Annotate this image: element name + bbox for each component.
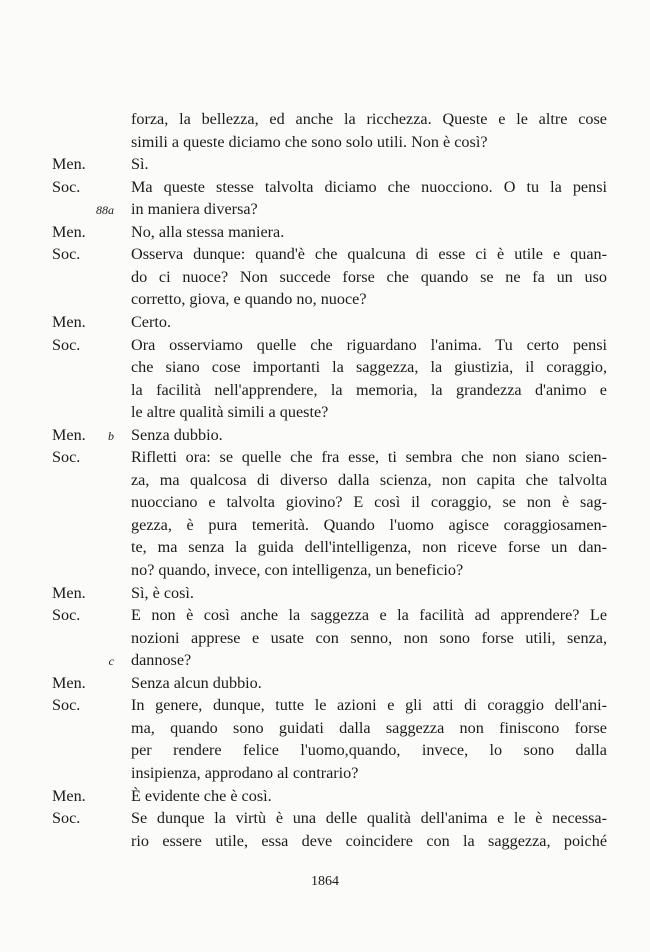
text-line [0,491,650,513]
text-line [0,288,650,310]
text-line [0,176,650,198]
text-line [0,153,650,175]
line-text: ma, quando sono guidati dalla saggezza non finiscono forse [131,718,607,737]
text-line [0,672,650,694]
text-line [0,108,650,130]
text-line [0,807,650,829]
speaker-label: Soc. [52,335,81,354]
line-text: te, ma senza la guida dell'intelligenza, non riceve forse un dan- [131,538,607,557]
line-text: in maniera diversa? [131,200,258,219]
text-line [0,717,650,739]
speaker-label: Soc. [52,809,81,828]
line-text: nozioni apprese e usate con senno, non sono forse utili, senza, [131,628,607,647]
line-text: Ora osserviamo quelle che riguardano l'anima. Tu certo pensi [131,335,607,354]
text-line [0,830,650,852]
text-line [0,469,650,491]
line-text: simili a queste diciamo che sono solo utili. Non è così? [131,132,488,151]
line-text: Certo. [131,312,172,331]
margin-reference: c [108,654,114,669]
line-text: che siano cose importanti la saggezza, la giustizia, il coraggio, [131,358,607,377]
text-line [0,559,650,581]
line-text: per rendere felice l'uomo,quando, invece, lo sono dalla [131,741,607,760]
line-text: Ma queste stesse talvolta diciamo che nuocciono. O tu la pensi [131,177,607,196]
text-line [0,694,650,716]
margin-reference: 88a [96,203,114,218]
line-text: rio essere utile, essa deve coincidere con la saggezza, poiché [131,831,607,850]
line-text: forza, la bellezza, ed anche la ricchezza. Queste e le altre cose [131,110,607,128]
speaker-label: Soc. [52,696,81,715]
line-text: za, ma qualcosa di diverso dalla scienza, non capita che talvolta [131,470,607,489]
speaker-label: Soc. [52,245,81,264]
text-line [0,243,650,265]
speaker-label: Soc. [52,448,81,467]
text-line [0,401,650,423]
speaker-label: Soc. [52,606,81,625]
line-text: Osserva dunque: quand'è che qualcuna di esse ci è utile e quan- [131,245,607,264]
line-text: Sì, è così. [131,583,194,602]
line-text: In genere, dunque, tutte le azioni e gli atti di coraggio dell'ani- [131,696,607,715]
line-text: È evidente che è così. [131,786,272,805]
text-line [0,356,650,378]
text-line [0,785,650,807]
speaker-label: Men. [52,425,86,444]
speaker-label: Soc. [52,177,81,196]
line-text: no? quando, invece, con intelligenza, un beneficio? [131,561,464,579]
text-line [0,536,650,558]
text-line [0,266,650,288]
text-line [0,604,650,626]
text-line [0,221,650,243]
line-text: Sì. [131,155,149,174]
text-line [0,739,650,761]
line-text: E non è così anche la saggezza e la facilità ad apprendere? Le [131,606,607,625]
speaker-label: Men. [52,786,86,805]
line-text: No, alla stessa maniera. [131,222,285,241]
line-text: nuocciano e talvolta giovino? E così il coraggio, se non è sag- [131,493,607,512]
text-line [0,627,650,649]
speaker-label: Men. [52,673,86,692]
text-line [0,198,650,220]
line-text: dannose? [131,651,192,670]
speaker-label: Men. [52,222,86,241]
line-text: corretto, giova, e quando no, nuoce? [131,290,367,309]
speaker-label: Men. [52,583,86,602]
line-text: le altre qualità simili a queste? [131,403,329,422]
text-line [0,311,650,333]
speaker-label: Men. [52,312,86,331]
text-line [0,424,650,446]
text-line [0,514,650,536]
text-line [0,379,650,401]
line-text: Rifletti ora: se quelle che fra esse, ti sembra che non siano scien- [131,448,607,467]
page-number: 1864 [311,874,339,889]
text-line [0,649,650,671]
text-line [0,446,650,468]
text-line [0,334,650,356]
line-text: insipienza, approdano al contrario? [131,763,359,782]
line-text: Se dunque la virtù è una delle qualità dell'anima e le è necessa- [131,809,607,828]
speaker-label: Men. [52,155,86,174]
line-text: Senza dubbio. [131,425,223,444]
margin-reference: b [108,428,114,443]
line-text: la facilità nell'apprendere, la memoria, la grandezza d'animo e [131,380,607,399]
line-text: gezza, è pura temerità. Quando l'uomo agisce coraggiosamen- [131,515,607,534]
line-text: Senza alcun dubbio. [131,673,262,692]
text-line [0,131,650,153]
text-line [0,762,650,784]
line-text: do ci nuoce? Non succede forse che quando se ne fa un uso [131,267,607,286]
text-line [0,582,650,604]
